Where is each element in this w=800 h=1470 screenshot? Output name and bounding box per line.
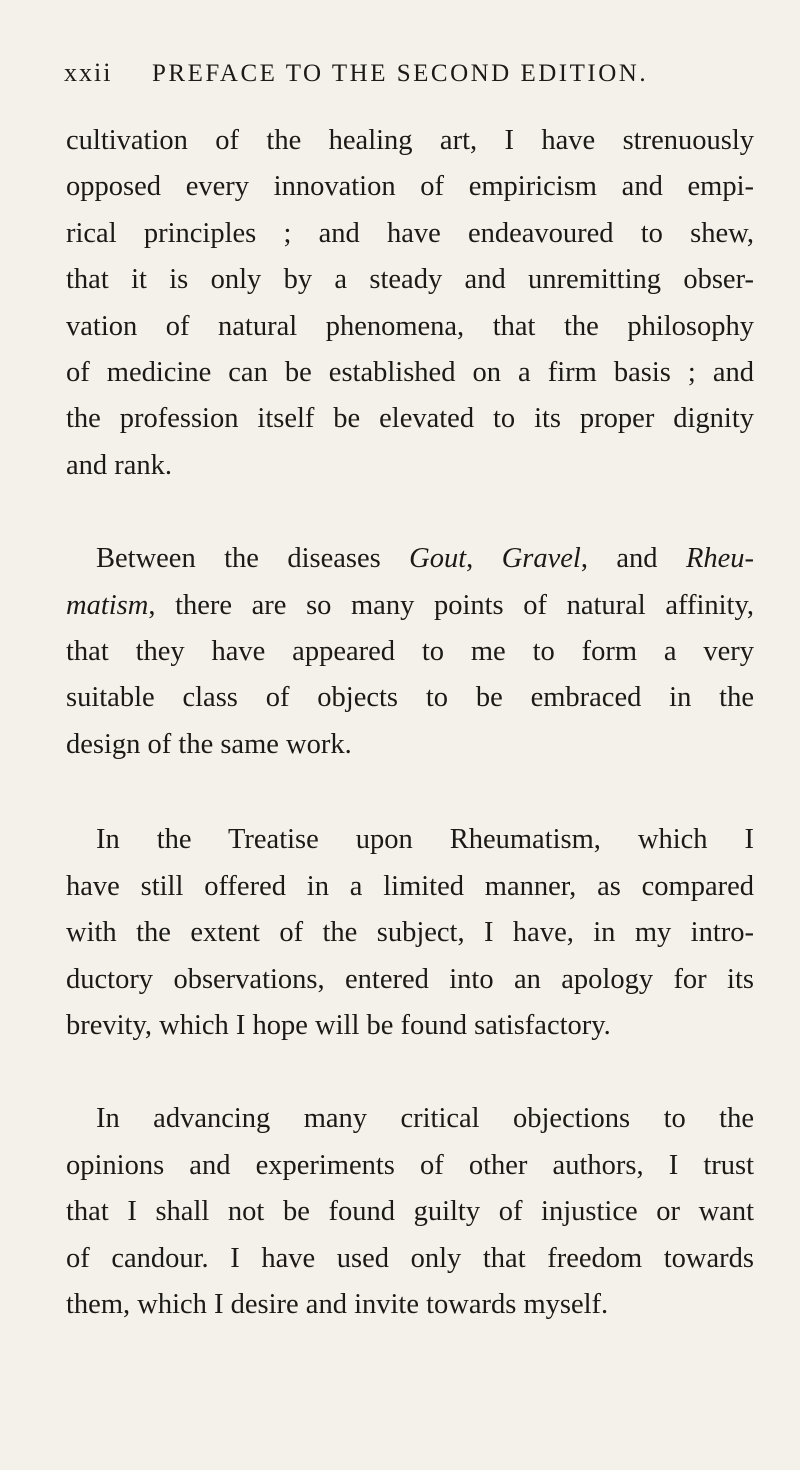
text-run: Between the diseases — [96, 543, 410, 575]
text-line: suitable class of objects to be embraced in the — [66, 682, 754, 714]
text-line: with the extent of the subject, I have, in my intro- — [66, 917, 754, 949]
text-line: In advancing many critical objections to the — [96, 1103, 754, 1135]
text-run: , and — [580, 543, 686, 575]
page-number: xxii — [64, 58, 113, 87]
text-line: that they have appeared to me to form a very — [66, 636, 754, 668]
text-line — [66, 583, 754, 629]
paragraph-3 — [66, 817, 754, 1049]
paragraph-4 — [66, 1096, 754, 1328]
text-line: vation of natural phenomena, that the philosophy — [66, 310, 754, 342]
text-line: that I shall not be found guilty of injustice or want — [66, 1196, 754, 1228]
text-line: them, which I desire and invite towards myself. — [66, 1288, 609, 1320]
text-line — [66, 536, 754, 582]
italic-term-rheumatism: Rheu- — [685, 543, 755, 575]
body-text — [66, 118, 754, 1376]
text-line: of medicine can be established on a firm basis ; and — [66, 357, 754, 389]
text-line: cultivation of the healing art, I have strenuously — [66, 125, 754, 156]
text-line: brevity, which I hope will be found satisfactory. — [66, 1009, 611, 1041]
text-line: opinions and experiments of other authors, I trust — [66, 1149, 754, 1181]
text-line: the profession itself be elevated to its proper dignity — [66, 403, 754, 435]
italic-term-gout: Gout — [409, 543, 467, 575]
text-run: , — [466, 543, 502, 575]
italic-term-gravel: Gravel — [501, 543, 581, 575]
running-head — [64, 58, 760, 98]
text-line: of candour. I have used only that freedom towards — [66, 1242, 754, 1274]
text-line: design of the same work. — [66, 728, 352, 760]
text-line: have still offered in a limited manner, as compared — [66, 870, 754, 902]
text-line: and rank. — [66, 449, 173, 481]
text-run: , there are so many points of natural affinity, — [148, 589, 754, 621]
text-line: opposed every innovation of empiricism and empi- — [66, 171, 754, 203]
text-line: ductory observations, entered into an apology for its — [66, 963, 754, 995]
text-line: In the Treatise upon Rheumatism, which I — [96, 824, 754, 856]
text-line: that it is only by a steady and unremitting obser- — [66, 264, 754, 296]
paragraph-2 — [66, 536, 754, 768]
text-line: rical principles ; and have endeavoured to shew, — [66, 217, 754, 249]
running-head-title: PREFACE TO THE SECOND EDITION. — [152, 60, 649, 87]
paragraph-1 — [66, 118, 754, 489]
italic-term-rheumatism-cont: matism — [66, 589, 149, 621]
